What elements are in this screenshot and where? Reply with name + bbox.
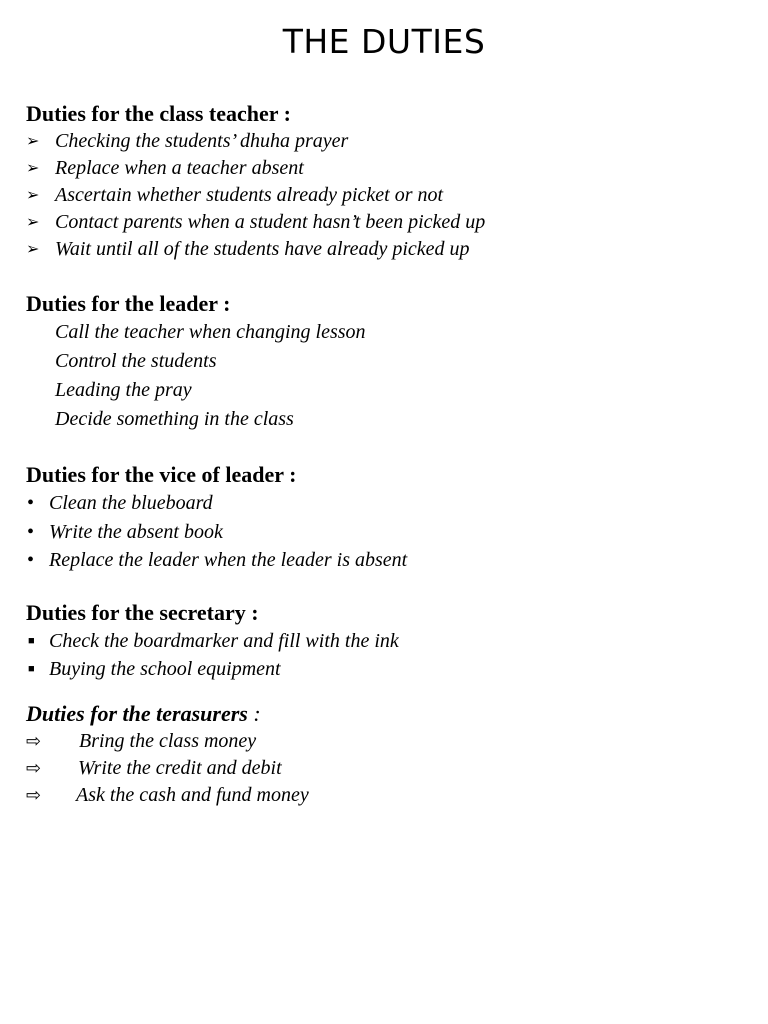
- list-item: ⇨ Ask the cash and fund money: [26, 782, 756, 809]
- list-item: • Write the absent book: [26, 518, 756, 547]
- outline-arrow-bullet-icon: ⇨: [26, 731, 42, 752]
- duty-list: [26, 318, 756, 434]
- list-item: ■ Check the boardmarker and fill with the ink: [26, 627, 756, 655]
- section-treasurers: [26, 700, 756, 809]
- section-heading: Duties for the leader :: [26, 291, 231, 316]
- section-secretary: [26, 599, 756, 683]
- list-item: ➢ Replace when a teacher absent: [26, 155, 756, 182]
- square-bullet-icon: ■: [28, 635, 35, 647]
- outline-arrow-bullet-icon: ⇨: [26, 758, 42, 779]
- list-item: Leading the pray: [55, 379, 192, 401]
- section-heading: Duties for the class teacher :: [26, 101, 291, 126]
- duty-list: [26, 627, 756, 683]
- list-item: Call the teacher when changing lesson: [55, 321, 366, 343]
- round-bullet-icon: •: [27, 492, 35, 514]
- arrowhead-bullet-icon: ➢: [26, 187, 40, 204]
- outline-arrow-bullet-icon: ⇨: [26, 785, 42, 806]
- round-bullet-icon: •: [27, 520, 35, 543]
- arrowhead-bullet-icon: ➢: [26, 241, 40, 258]
- list-item: ➢ Ascertain whether students already picket or not: [26, 182, 756, 209]
- square-bullet-icon: ■: [28, 663, 35, 675]
- section-class-teacher: [26, 100, 756, 263]
- arrowhead-bullet-icon: ➢: [26, 133, 40, 150]
- list-item: ➢ Wait until all of the students have already picked up: [26, 236, 756, 263]
- arrowhead-bullet-icon: ➢: [26, 214, 40, 231]
- list-item: ➢ Checking the students’ dhuha prayer: [26, 128, 756, 155]
- list-item: Control the students: [55, 350, 217, 372]
- list-item: • Clean the blueboard: [26, 489, 756, 518]
- page-title: THE DUTIES: [282, 22, 486, 61]
- list-item: Decide something in the class: [55, 408, 294, 430]
- list-item: ■ Buying the school equipment: [26, 655, 756, 683]
- section-leader: [26, 290, 756, 434]
- duty-list: [26, 128, 756, 263]
- list-item: ⇨ Write the credit and debit: [26, 755, 756, 782]
- duty-list: [26, 489, 756, 575]
- section-heading: Duties for the secretary :: [26, 600, 259, 625]
- duty-list: [26, 728, 756, 809]
- section-heading: Duties for the vice of leader :: [26, 462, 297, 487]
- list-item: ➢ Contact parents when a student hasn’t been picked up: [26, 209, 756, 236]
- section-vice-leader: [26, 461, 756, 575]
- arrowhead-bullet-icon: ➢: [26, 160, 40, 177]
- section-heading: Duties for the terasurers :: [26, 701, 261, 726]
- list-item: ⇨ Bring the class money: [26, 728, 756, 755]
- list-item: • Replace the leader when the leader is absent: [26, 546, 756, 575]
- round-bullet-icon: •: [27, 549, 35, 571]
